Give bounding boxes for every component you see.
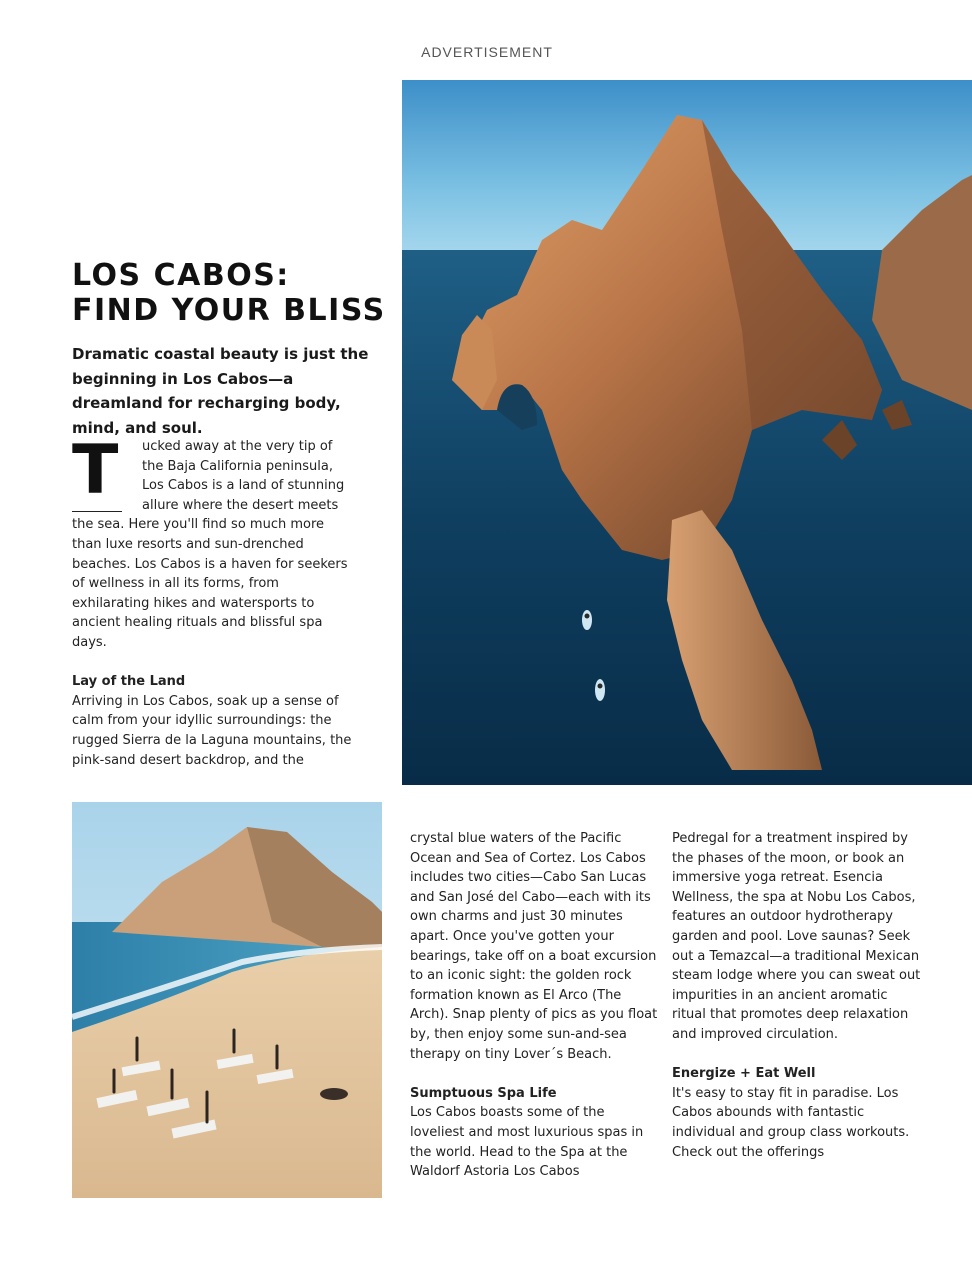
spa-life-heading: Sumptuous Spa Life xyxy=(410,1085,557,1101)
column-1 xyxy=(72,431,354,770)
spa-life-text-part-2: Pedregal for a treatment inspired by the phases of the moon, or book an immersive yoga retreat. Esencia Wellness, the spa at Nobu Los Cabos, features an outdoor hydrotherapy garden and pool. Love saunas? Seek out a Temazcal—a traditional Mexican steam lodge where you can sweat out impurities in an ancient aromatic ritual that promotes deep relaxation and improved circulation. xyxy=(672,831,921,1042)
article-title xyxy=(72,258,392,328)
lay-of-the-land-text-part-2: crystal blue waters of the Pacific Ocean and Sea of Cortez. Los Cabos includes two cities—Cabo San Lucas and San José del Cabo—each with its own charms and just 30 minutes apart. Once you've gotten your bearings, take off on a boat excursion to an iconic sight: the golden rock formation known as El Arco (The Arch). Snap plenty of pics as you float by, then enjoy some sun-and-sea therapy on tiny Lover´s Beach. xyxy=(410,831,658,1062)
title-line-2: FIND YOUR BLISS xyxy=(72,293,386,328)
hero-photo-el-arco xyxy=(402,80,972,785)
energize-text: It's easy to stay fit in paradise. Los Cabos abounds with fantastic individual and group class workouts. Check out the offerings xyxy=(672,1085,910,1160)
beach-yoga-photo xyxy=(72,802,382,1198)
column-3 xyxy=(672,829,922,1162)
article-deck: Dramatic coastal beauty is just the beginning in Los Cabos—a dreamland for recharging body, mind, and soul. xyxy=(72,345,369,437)
intro-paragraph: ucked away at the very tip of the Baja California peninsula, Los Cabos is a land of stunning allure where the desert meets the sea. Here you'll find so much more than luxe resorts and sun-drenched beaches. Los Cabos is a haven for seekers of wellness in all its forms, from exhilarating hikes and watersports to ancient healing rituals and blissful spa days. xyxy=(72,439,348,650)
column-2 xyxy=(410,829,660,1182)
spa-life-text-part-1: Los Cabos boasts some of the loveliest and most luxurious spas in the world. Head to the Spa at the Waldorf Astoria Los Cabos xyxy=(410,1105,644,1180)
advertisement-label: ADVERTISEMENT xyxy=(421,44,553,60)
lay-of-the-land-text-part-1: Arriving in Los Cabos, soak up a sense of calm from your idyllic surroundings: the rugged Sierra de la Laguna mountains, the pink-sand desert backdrop, and the xyxy=(72,693,352,768)
lay-of-the-land-heading: Lay of the Land xyxy=(72,674,186,690)
title-line-1: LOS CABOS: xyxy=(72,258,290,293)
drop-cap: T xyxy=(72,437,122,512)
energize-heading: Energize + Eat Well xyxy=(672,1066,816,1082)
